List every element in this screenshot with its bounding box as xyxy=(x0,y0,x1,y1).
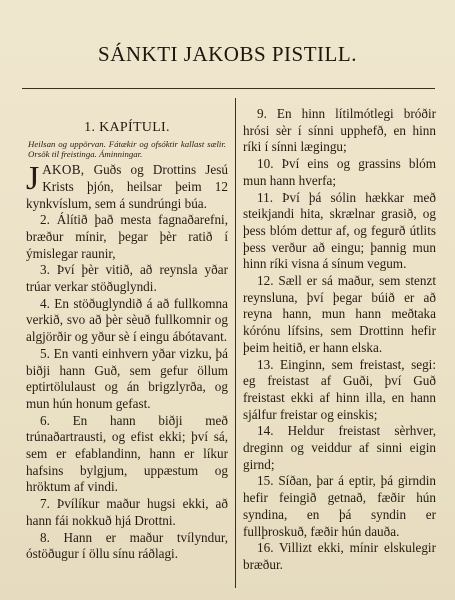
drop-cap: J xyxy=(26,160,40,198)
verse: 10. Því eins og grassins blóm mun hann hverfa; xyxy=(243,156,436,188)
column-divider xyxy=(235,98,236,588)
verse: 5. En vanti einhvern yðar vizku, þá biðji hann Guð, sem gefur öllum eptirtölulaust og án brigzlyrða, og mun hún honum gefast. xyxy=(26,345,228,411)
verse: 6. En hann biðji með trúnaðartrausti, og efist ekki; því sá, sem er efablandinn, hann er líkur hafsins bylgjum, uppæstum og hröktum af vindi. xyxy=(26,412,228,495)
verse: 9. En hinn lítilmótlegi bróðir hrósi sèr í sínni upphefð, en hinn ríki í sínni lægingu; xyxy=(243,106,436,155)
right-column xyxy=(243,106,436,574)
verse: 7. Þvílíkur maður hugsi ekki, að hann fái nokkuð hjá Drottni. xyxy=(26,496,228,528)
verse: 3. Því þèr vitið, að reynsla yðar trúar verkar stöðuglyndi. xyxy=(26,262,228,295)
verse-1-lead: AKOB, xyxy=(42,162,85,178)
header-rule xyxy=(22,88,435,89)
chapter-summary: Heilsan og uppörvan. Fátækir og ofsóktir kallast sælir. Orsök til freistinga. Áminningar. xyxy=(28,138,226,159)
verse: 16. Villizt ekki, mínir elskulegir bræður. xyxy=(243,540,436,572)
left-column xyxy=(26,100,228,563)
chapter-heading: 1. KAPÍTULI. xyxy=(84,120,170,135)
verse: 13. Einginn, sem freistast, segi: eg freistast af Guði, því Guð freistast ekki af hinn illa, en hann sjálfur freistar og einskis; xyxy=(243,356,436,422)
page-title: SÁNKTI JAKOBS PISTILL. xyxy=(98,42,357,66)
verse: 8. Hann er maður tvílyndur, óstöðugur í öllu sínu ráðlagi. xyxy=(26,529,228,562)
verse: 2. Álítið það mesta fagnaðarefni, bræður mínir, þegar þèr ratið í ýmislegar raunir, xyxy=(26,212,228,261)
verse: 4. En stöðuglyndið á að fullkomna verkið, svo að þèr sèuð fullkomnir og algjörðir og yður sè í eingu ábótavant. xyxy=(26,295,228,345)
verse: 12. Sæll er sá maður, sem stenzt reynsluna, því þegar búið er að reyna hann, mun hann meðtaka kórónu lífsins, sem Drottinn hefir þeim heitið, er hann elska. xyxy=(243,273,436,355)
verse-1-text: Guðs og Drottins Jesú Krists þjón, heilsar þeim 12 kynkvíslum, sem á sundrúngi búa. xyxy=(26,162,228,211)
verse: 14. Heldur freistast sèrhver, dreginn og veiddur af sinni eigin girnd; xyxy=(243,423,436,472)
verse-1 xyxy=(26,162,228,212)
verse: 15. Síðan, þar á eptir, þá girndin hefir feingið getnað, fæðir hún syndina, en þá syndin er fullþroskuð, fæðir hún dauða. xyxy=(243,473,436,539)
verse: 11. Því þá sólin hækkar með steikjandi hita, skrælnar grasið, og þess blóm dettur af, og fegurð útlits þess verður að eingu; þannig mun hinn ríki visna á sínum vegum. xyxy=(243,189,436,272)
